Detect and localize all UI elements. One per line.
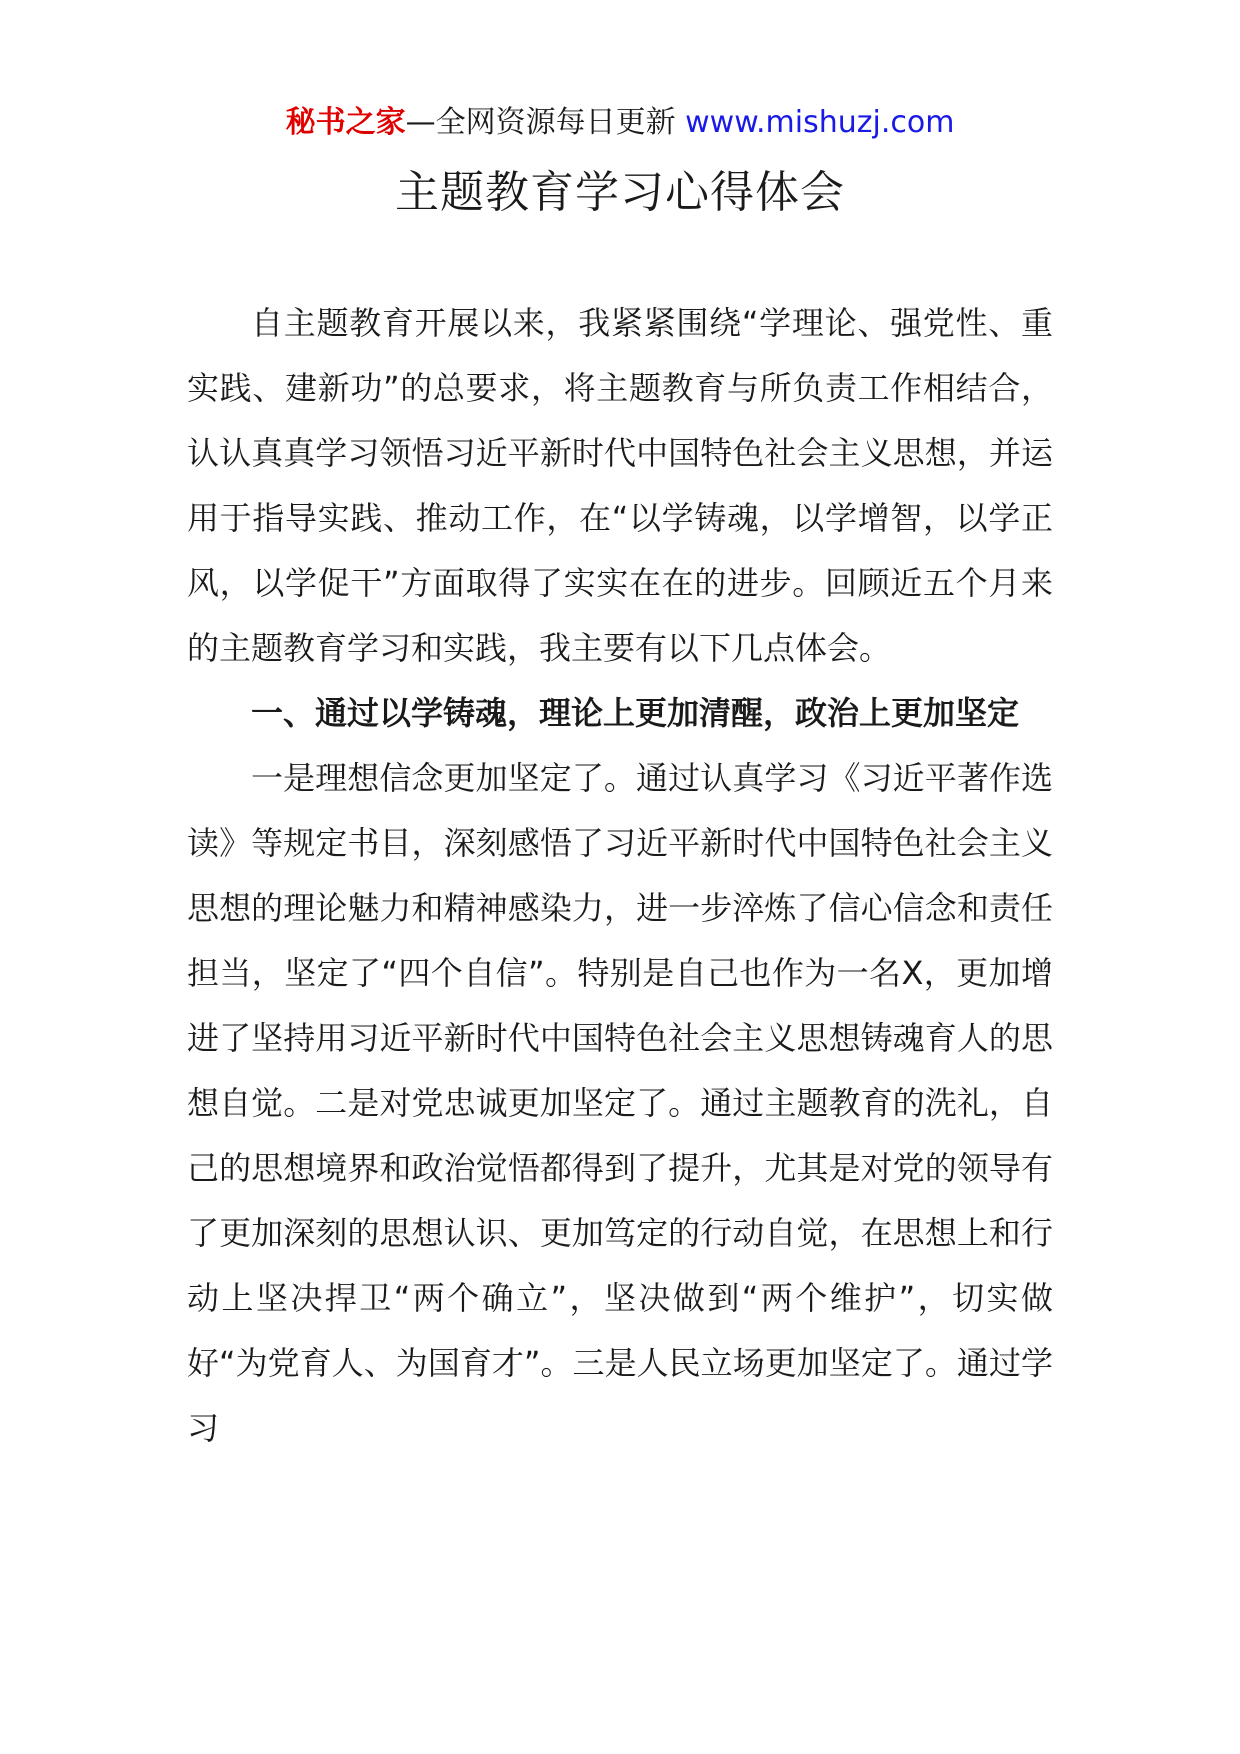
section-heading-1: 一、通过以学铸魂，理论上更加清醒，政治上更加坚定 — [251, 694, 1020, 732]
header-tagline: —全网资源每日更新 — [405, 105, 686, 140]
brand-name: 秘书之家 — [285, 105, 406, 140]
paragraph-section-1: 一是理想信念更加坚定了。通过认真学习《习近平著作选读》等规定书目，深刻感悟了习近平新时代中国特色社会主义思想的理论魅力和精神感染力，进一步淬炼了信心信念和责任担当，坚定了“四个自信”。特别是自己也作为一名X，更加增进了坚持用习近平新时代中国特色社会主义思想铸魂育人的思想自觉。二是对党忠诚更加坚定了。通过主题教育的洗礼，自己的思想境界和政治觉悟都得到了提升，尤其是对党的领导有了更加深刻的思想认识、更加笃定的行动自觉，在思想上和行动上坚决捍卫“两个确立”，坚决做到“两个维护”，切实做好“为党育人、为国育才”。三是人民立场更加坚定了。通过学习 — [187, 759, 1053, 1447]
watermark-header — [0, 103, 1240, 143]
document-body — [187, 291, 1053, 1461]
header-url[interactable]: www.mishuzj.com — [685, 105, 955, 140]
document-title: 主题教育学习心得体会 — [395, 167, 845, 218]
paragraph-intro: 自主题教育开展以来，我紧紧围绕“学理论、强党性、重实践、建新功”的总要求，将主题教育与所负责工作相结合，认认真真学习领悟习近平新时代中国特色社会主义思想，并运用于指导实践、推动工作，在“以学铸魂，以学增智，以学正风，以学促干”方面取得了实实在在的进步。回顾近五个月来的主题教育学习和实践，我主要有以下几点体会。 — [187, 304, 1053, 667]
